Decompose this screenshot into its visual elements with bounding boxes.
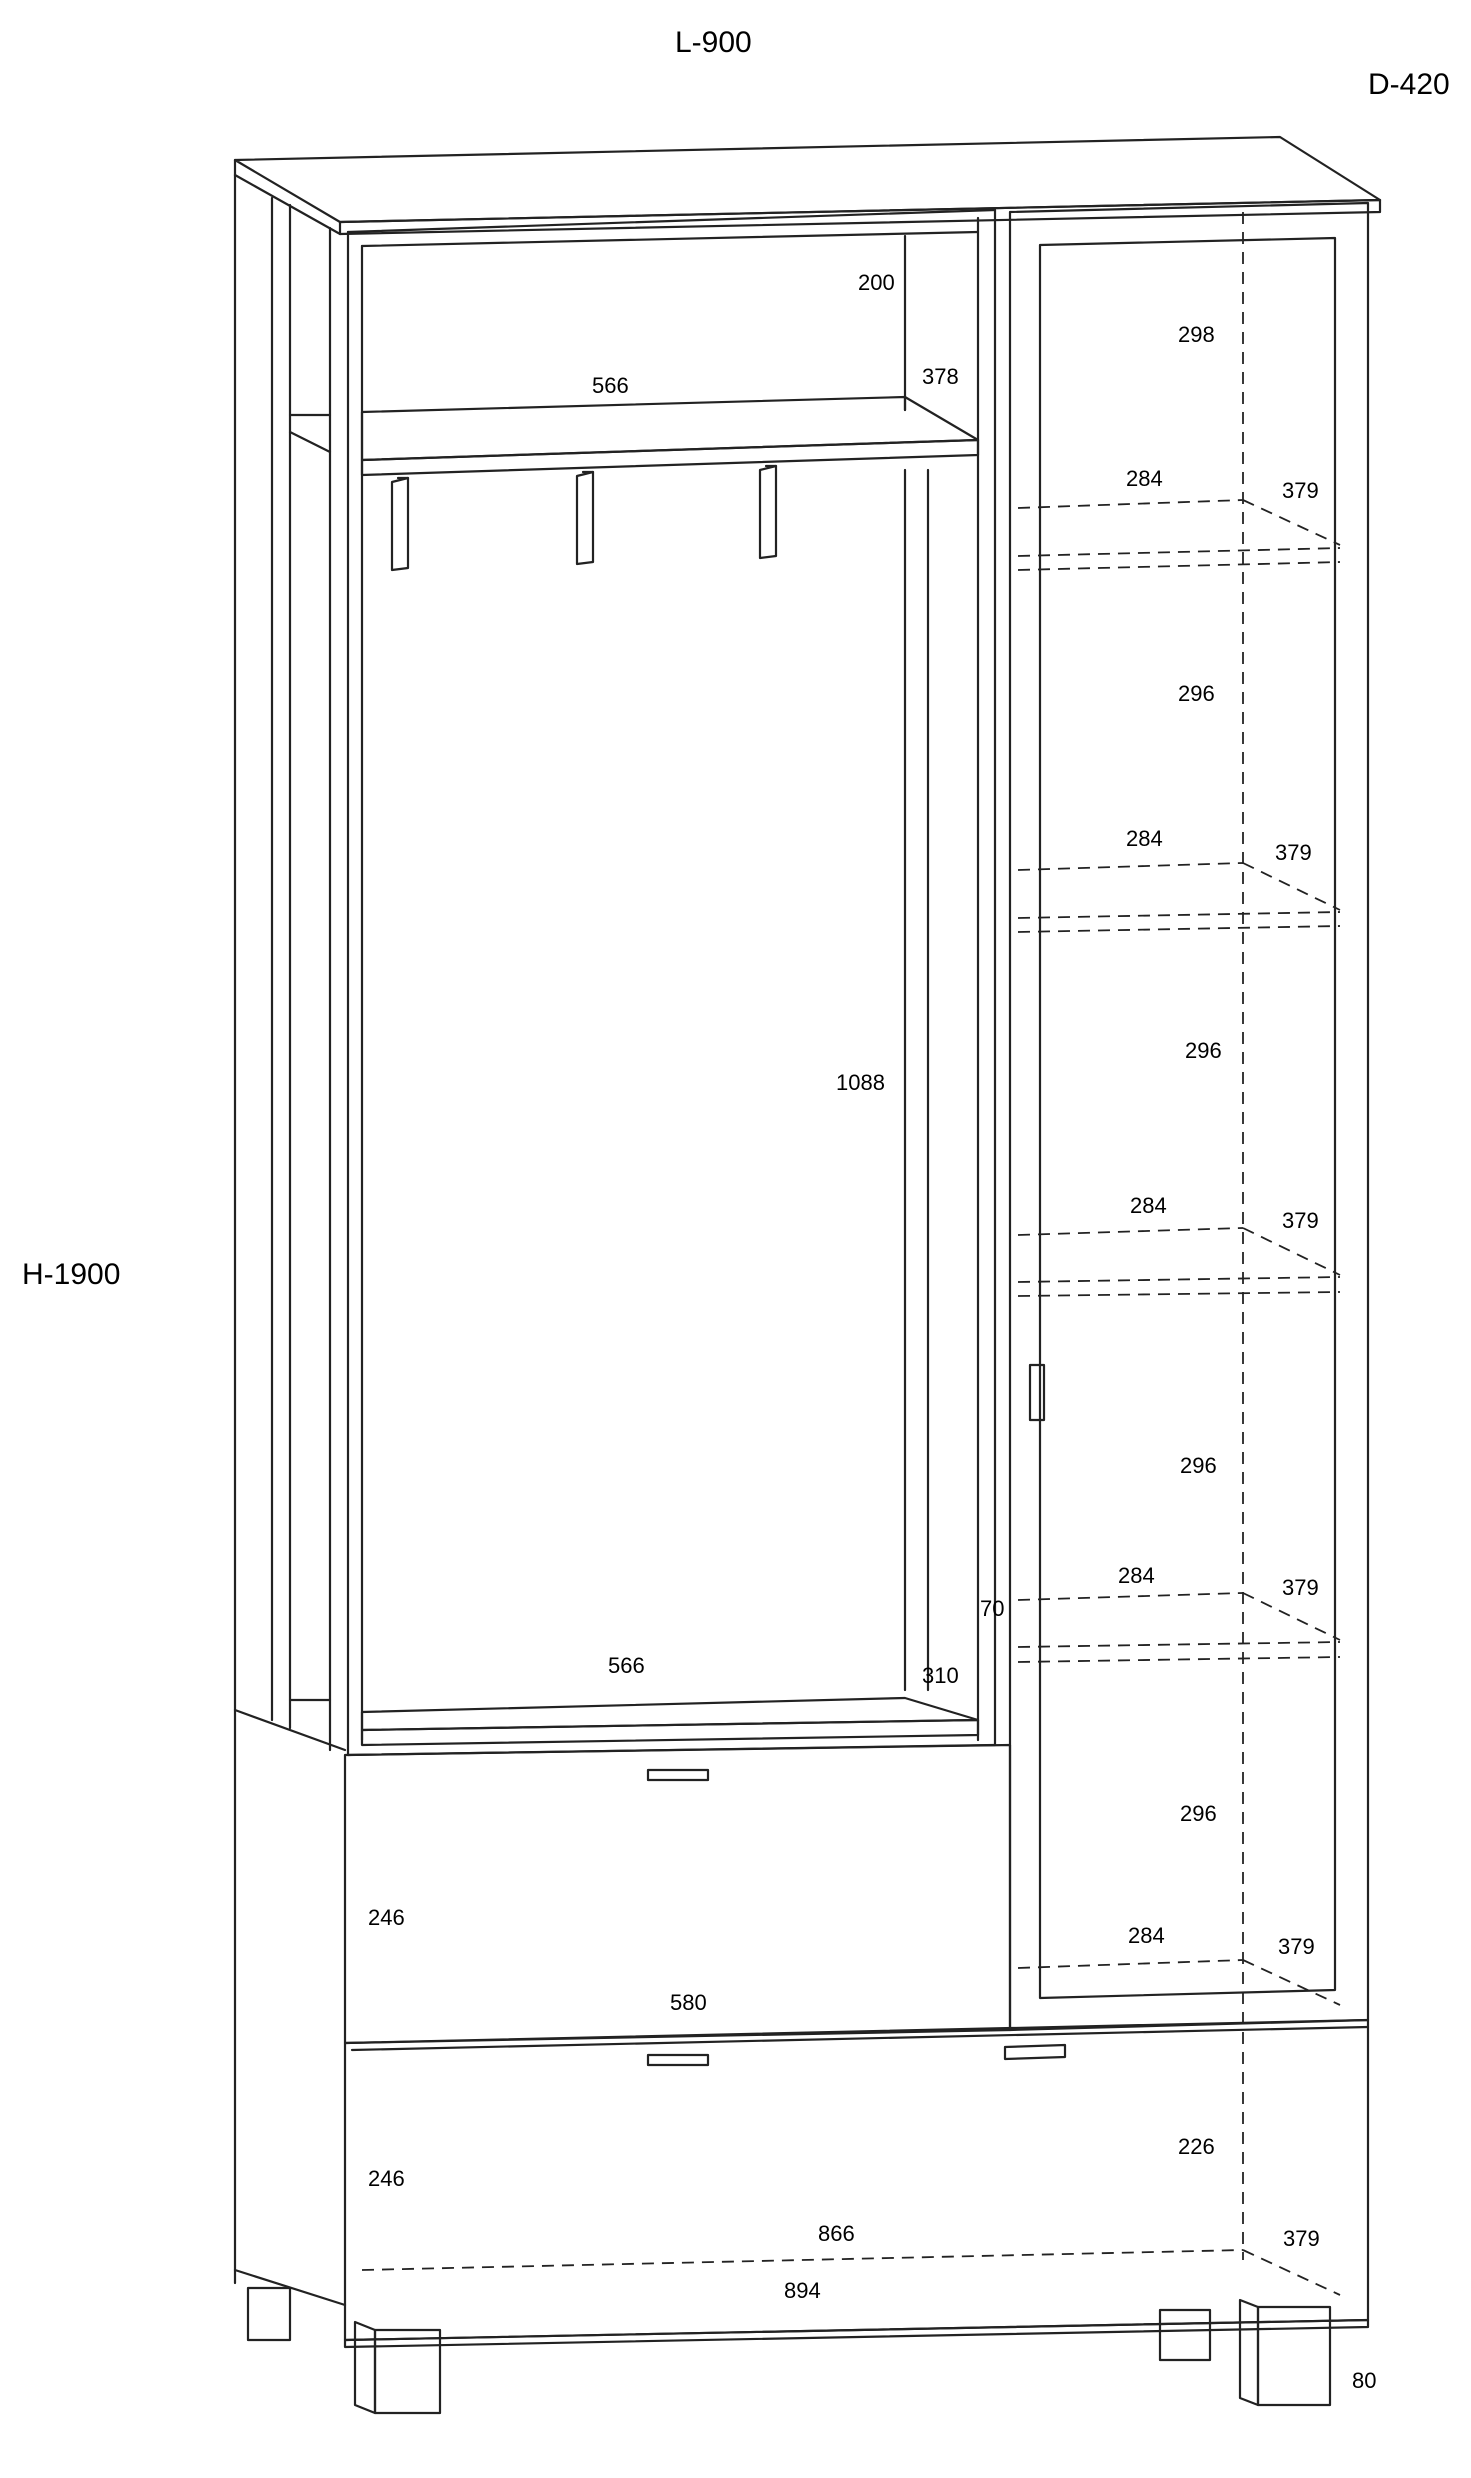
glass-shelf-1-width-label: 284 [1126,466,1163,491]
glass-shelf-1-depth-label: 379 [1282,478,1319,503]
drawer-2 [345,2020,1368,2340]
glass-bottom-width-label: 284 [1128,1923,1165,1948]
overall-depth-label: D-420 [1368,68,1450,101]
glass-shelf-4-depth-label: 379 [1282,1575,1319,1600]
drawer-2-inner-width-label: 866 [818,2221,855,2246]
upper-shelf [362,397,978,475]
glass-bottom-depth-label: 379 [1278,1934,1315,1959]
bottom-shelf-width-label: 566 [608,1653,645,1678]
upper-shelf-depth-label: 378 [922,364,959,389]
drawer-2-height-label: 246 [368,2166,405,2191]
drawer-2-outer-width-label: 894 [784,2278,821,2303]
drawer-2-inner-height-label: 226 [1178,2134,1215,2159]
coat-hooks [392,466,776,570]
bottom-shelf-depth-label: 310 [922,1663,959,1688]
drawer-2-depth-label: 379 [1283,2226,1320,2251]
glass-gap-1-label: 296 [1178,681,1215,706]
glass-gap-4-label: 296 [1180,1801,1217,1826]
glass-shelf-3-depth-label: 379 [1282,1208,1319,1233]
base-legs [248,2288,1368,2413]
glass-shelf-4-width-label: 284 [1118,1563,1155,1588]
glass-shelf-2-width-label: 284 [1126,826,1163,851]
left-side-panel [235,175,348,2305]
upper-niche-height-label: 200 [858,270,895,295]
upper-shelf-width-label: 566 [592,373,629,398]
glass-shelf-2-depth-label: 379 [1275,840,1312,865]
drawer-1-height-label: 246 [368,1905,405,1930]
overall-width-label: L-900 [675,26,752,59]
leg-height-label: 80 [1352,2368,1377,2393]
top-panel [235,137,1380,234]
glass-gap-2-label: 296 [1185,1038,1222,1063]
glass-top-height-label: 298 [1178,322,1215,347]
glass-gap-3-label: 296 [1180,1453,1217,1478]
drawer-1-width-label: 580 [670,1990,707,2015]
hidden-lines [362,212,1340,2295]
glass-shelf-3-width-label: 284 [1130,1193,1167,1218]
hanging-height-label: 1088 [836,1070,885,1095]
overall-height-label: H-1900 [22,1258,121,1291]
gap-label: 70 [980,1596,1005,1621]
open-compartment [348,210,995,1745]
